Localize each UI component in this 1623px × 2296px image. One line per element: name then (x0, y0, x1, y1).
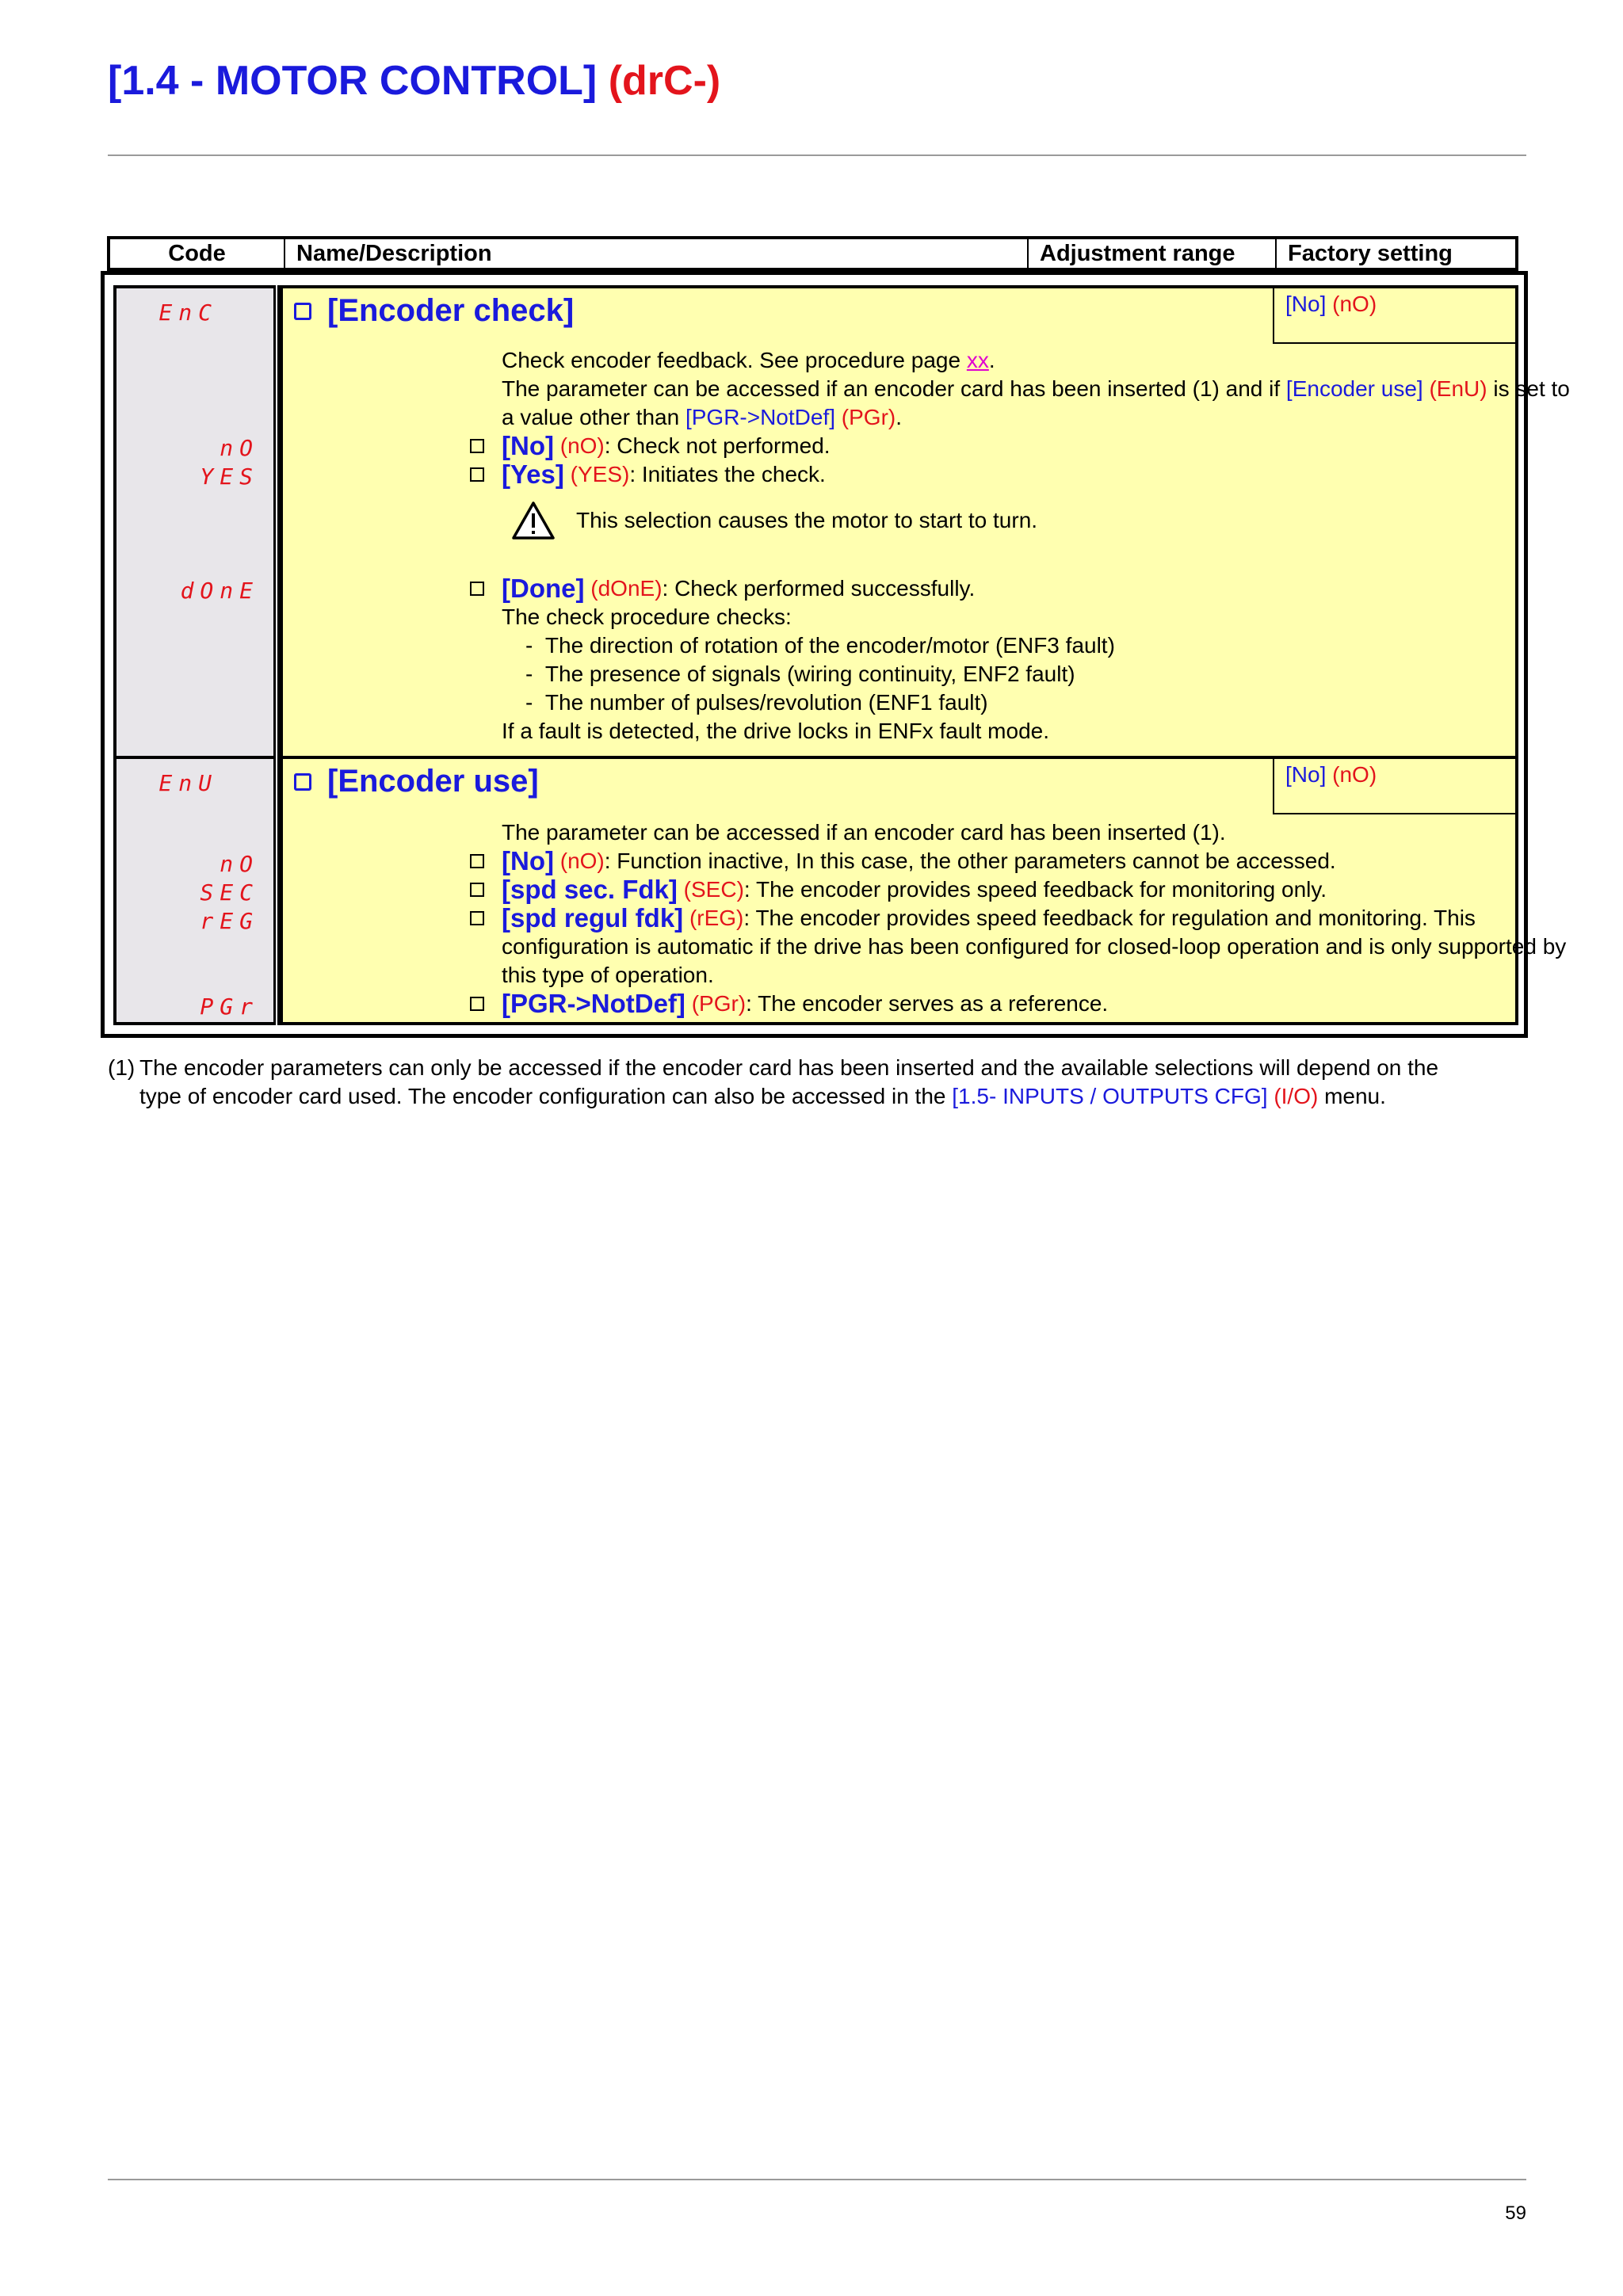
code-enc: EnC (158, 299, 218, 326)
footnote-number: (1) (108, 1055, 136, 1080)
desc-line: a value other than [PGR->NotDef] (PGr). (502, 405, 903, 429)
option-box-icon (470, 997, 484, 1011)
col-description-header: Name/Description (285, 239, 1029, 268)
code-column (113, 756, 273, 1025)
param-block-encoder-use (113, 756, 1567, 1025)
footnote-line: The encoder parameters can only be accessed if the encoder card has been inserted and the available selections will depend on the (139, 1055, 1439, 1080)
title-main: [1.4 - MOTOR CONTROL] (108, 58, 598, 104)
option-pgr: [PGR->NotDef] (PGr) : The encoder serves as a reference. (470, 990, 1108, 1017)
page-number: 59 (1505, 2203, 1526, 2224)
code-reg: rEG (200, 908, 259, 934)
col-code-header: Code (110, 239, 285, 268)
option-done: [Done] (dOnE) : Check performed successfully. (470, 575, 975, 602)
footnote-line: type of encoder card used. The encoder configuration can also be accessed in the [1.5- INPUTS / OUTPUTS CFG] (I/O) menu. (139, 1084, 1386, 1108)
option-reg: [spd regul fdk] (rEG) : The encoder provides speed feedback for regulation and monitoring. This (470, 905, 1476, 932)
desc-line: The parameter can be accessed if an encoder card has been inserted (1). (502, 820, 1226, 845)
top-rule (108, 154, 1526, 156)
code-column (113, 285, 273, 759)
option-box-icon (470, 439, 484, 453)
option-box-icon (470, 854, 484, 868)
procedure-item: - The presence of signals (wiring continuity, ENF2 fault) (525, 662, 1075, 686)
option-box-icon (470, 467, 484, 482)
title-box-icon (294, 773, 311, 791)
code-pgr: PGr (200, 994, 259, 1020)
table-header (107, 236, 1518, 271)
code-enu: EnU (158, 770, 218, 796)
column-separator (273, 756, 280, 1025)
col-range-header: Adjustment range (1029, 239, 1277, 268)
page-title (108, 57, 720, 105)
factory-setting: [No] (nO) (1273, 759, 1515, 814)
procedure-intro: The check procedure checks: (502, 605, 792, 629)
page-link[interactable]: xx (966, 348, 989, 372)
col-factory-header: Factory setting (1288, 240, 1453, 266)
option-no: [No] (nO) : Check not performed. (470, 433, 831, 460)
warning-triangle-icon (511, 501, 556, 540)
param-block-encoder-check (113, 285, 1570, 759)
title-code: (drC-) (608, 58, 721, 104)
code-yes: YES (200, 463, 259, 490)
option-box-icon (470, 911, 484, 925)
column-separator (273, 285, 280, 759)
procedure-item: - The direction of rotation of the encoder/motor (ENF3 fault) (525, 633, 1115, 658)
procedure-item: - The number of pulses/revolution (ENF1 fault) (525, 690, 988, 715)
option-box-icon (470, 883, 484, 897)
desc-line: The parameter can be accessed if an encoder card has been inserted (1) and if [Encoder use] (EnU) is set to (502, 376, 1570, 401)
warning-note: This selection causes the motor to start to turn. (511, 501, 1037, 540)
factory-setting: [No] (nO) (1273, 288, 1515, 344)
option-no: [No] (nO) : Function inactive, In this case, the other parameters cannot be accessed. (470, 848, 1336, 875)
code-sec: SEC (200, 879, 259, 906)
desc-line: this type of operation. (502, 963, 714, 987)
param-title: [Encoder use] (294, 764, 539, 799)
option-yes: [Yes] (YES) : Initiates the check. (470, 461, 826, 488)
description-cell (280, 285, 1570, 759)
procedure-end: If a fault is detected, the drive locks in ENFx fault mode. (502, 719, 1049, 743)
param-title: [Encoder check] (294, 293, 574, 329)
code-no: nO (220, 851, 259, 877)
desc-line: Check encoder feedback. See procedure page xx. (502, 348, 995, 372)
option-sec: [spd sec. Fdk] (SEC) : The encoder provides speed feedback for monitoring only. (470, 876, 1327, 903)
option-box-icon (470, 582, 484, 596)
code-no: nO (220, 435, 259, 461)
desc-line: configuration is automatic if the drive has been configured for closed-loop operation and is only supported by (502, 934, 1567, 959)
title-box-icon (294, 303, 311, 320)
bottom-rule (108, 2179, 1526, 2180)
description-cell (280, 756, 1567, 1025)
code-done: dOnE (180, 578, 259, 604)
